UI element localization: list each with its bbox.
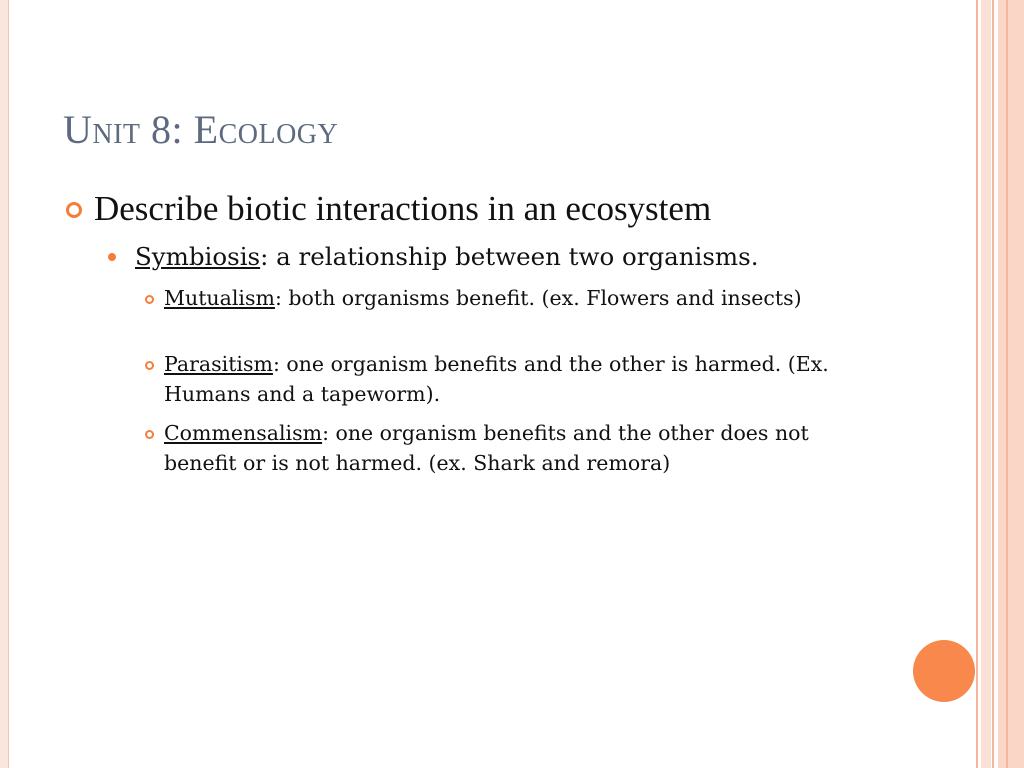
bullet-level3-commensalism bbox=[164, 418, 884, 478]
bullet-ring-icon bbox=[66, 202, 82, 218]
right-stripe-decoration bbox=[976, 0, 1024, 768]
mutualism-definition: : both organisms benefit. (ex. Flowers and insects) bbox=[274, 286, 802, 310]
decorative-orange-circle bbox=[913, 640, 975, 702]
bullet-level2 bbox=[135, 242, 759, 271]
bullet-level3-mutualism bbox=[164, 283, 884, 313]
parasitism-definition: : one organism benefits and the other is harmed. (Ex. Humans and a tapeworm). bbox=[164, 352, 829, 406]
slide-title: Unit 8: Ecology bbox=[63, 107, 339, 152]
left-edge-decoration bbox=[0, 0, 9, 768]
bullet-level3-parasitism bbox=[164, 349, 884, 409]
bullet-small-ring-icon bbox=[145, 361, 154, 370]
term-symbiosis: Symbiosis bbox=[135, 242, 261, 271]
symbiosis-definition: : a relationship between two organisms. bbox=[260, 242, 759, 271]
bullet-small-ring-icon bbox=[145, 430, 154, 439]
bullet-level1: Describe biotic interactions in an ecosystem bbox=[94, 189, 712, 228]
bullet-dot-icon bbox=[108, 253, 116, 261]
term-parasitism: Parasitism bbox=[164, 352, 273, 376]
bullet-small-ring-icon bbox=[145, 295, 154, 304]
term-mutualism: Mutualism bbox=[164, 286, 275, 310]
term-commensalism: Commensalism bbox=[164, 421, 323, 445]
commensalism-definition: : one organism benefits and the other does not benefit or is not harmed. (ex. Shark and remora) bbox=[164, 421, 809, 475]
